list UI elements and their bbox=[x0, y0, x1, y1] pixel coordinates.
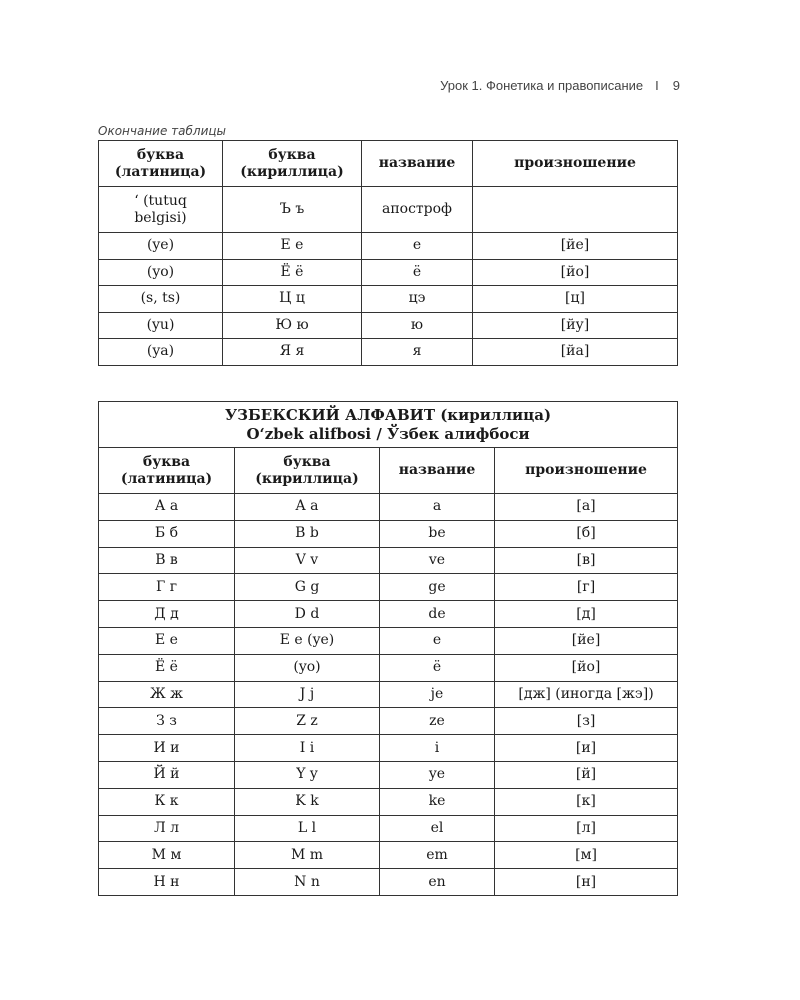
table-row bbox=[99, 312, 678, 339]
cell-latin: (yu) bbox=[99, 312, 223, 339]
column-header-text: буква (латиница) bbox=[114, 146, 207, 180]
table-row bbox=[99, 654, 678, 681]
cell-pronunciation: [ц] bbox=[473, 286, 678, 313]
table-row bbox=[99, 339, 678, 366]
cell-name: de bbox=[380, 601, 495, 628]
cell-pronunciation: [л] bbox=[495, 815, 678, 842]
cell-name: en bbox=[380, 869, 495, 896]
cell-name: цэ bbox=[362, 286, 473, 313]
cell-name: i bbox=[380, 735, 495, 762]
cell-pronunciation: [а] bbox=[495, 494, 678, 521]
cell-cyrillic: G g bbox=[235, 574, 380, 601]
cell-cyrillic: Y y bbox=[235, 761, 380, 788]
cell-latin: К к bbox=[99, 788, 235, 815]
cell-cyrillic: Я я bbox=[223, 339, 362, 366]
cell-pronunciation: [йо] bbox=[495, 654, 678, 681]
table-row bbox=[99, 259, 678, 286]
cell-name: ve bbox=[380, 547, 495, 574]
cell-text: апостроф bbox=[381, 201, 453, 217]
cell-pronunciation: [йу] bbox=[473, 312, 678, 339]
cell-cyrillic: Ю ю bbox=[223, 312, 362, 339]
cell-pronunciation: [в] bbox=[495, 547, 678, 574]
table-row bbox=[99, 520, 678, 547]
cell-cyrillic: L l bbox=[235, 815, 380, 842]
cell-name: ё bbox=[380, 654, 495, 681]
cell-name: ye bbox=[380, 761, 495, 788]
column-header-text: произношение bbox=[514, 155, 636, 171]
column-header-latin bbox=[99, 141, 223, 187]
table-header-row bbox=[99, 448, 678, 494]
cell-latin: (s, ts) bbox=[99, 286, 223, 313]
cell-cyrillic: Е е bbox=[223, 233, 362, 260]
header-separator: I bbox=[655, 77, 659, 93]
table-row bbox=[99, 788, 678, 815]
cell-latin: Й й bbox=[99, 761, 235, 788]
cell-text: ‘ (tutuq belgisi) bbox=[134, 192, 187, 226]
cell-pronunciation: [г] bbox=[495, 574, 678, 601]
cell-latin: З з bbox=[99, 708, 235, 735]
cell-pronunciation: [д] bbox=[495, 601, 678, 628]
alphabet-ending-table bbox=[98, 140, 678, 366]
table-row bbox=[99, 681, 678, 708]
column-header-pronunciation bbox=[495, 448, 678, 494]
cell-latin: (ya) bbox=[99, 339, 223, 366]
cell-latin: М м bbox=[99, 842, 235, 869]
running-header bbox=[388, 76, 680, 94]
column-header-text: буква (латиница) bbox=[120, 453, 213, 487]
table-row bbox=[99, 627, 678, 654]
cell-name: e bbox=[380, 627, 495, 654]
cell-name bbox=[362, 187, 473, 233]
cell-cyrillic: Z z bbox=[235, 708, 380, 735]
table-row bbox=[99, 547, 678, 574]
cell-name: el bbox=[380, 815, 495, 842]
cell-cyrillic: K k bbox=[235, 788, 380, 815]
table-row bbox=[99, 761, 678, 788]
column-header-cyrillic bbox=[223, 141, 362, 187]
cell-pronunciation: [н] bbox=[495, 869, 678, 896]
cell-pronunciation: [б] bbox=[495, 520, 678, 547]
cell-cyrillic bbox=[223, 187, 362, 233]
cell-pronunciation: [йе] bbox=[495, 627, 678, 654]
cell-name: em bbox=[380, 842, 495, 869]
cell-cyrillic: N n bbox=[235, 869, 380, 896]
running-title: Урок 1. Фонетика и правописание bbox=[440, 77, 644, 93]
cell-cyrillic: A a bbox=[235, 494, 380, 521]
cell-name: ze bbox=[380, 708, 495, 735]
cell-cyrillic: Ё ё bbox=[223, 259, 362, 286]
cell-latin: Б б bbox=[99, 520, 235, 547]
cell-name: ю bbox=[362, 312, 473, 339]
cell-cyrillic: B b bbox=[235, 520, 380, 547]
cell-latin: Л л bbox=[99, 815, 235, 842]
cell-cyrillic: J j bbox=[235, 681, 380, 708]
cell-latin bbox=[99, 187, 223, 233]
cell-pronunciation: [м] bbox=[495, 842, 678, 869]
cell-name: be bbox=[380, 520, 495, 547]
cell-latin: Е е bbox=[99, 627, 235, 654]
cell-latin: (ye) bbox=[99, 233, 223, 260]
cell-text: Ъ ъ bbox=[279, 201, 305, 217]
column-header-cyrillic bbox=[235, 448, 380, 494]
cell-latin: (yo) bbox=[99, 259, 223, 286]
uzbek-cyrillic-alphabet-table bbox=[98, 401, 678, 896]
cell-latin: И и bbox=[99, 735, 235, 762]
cell-name: ke bbox=[380, 788, 495, 815]
column-header-text: произношение bbox=[525, 462, 647, 478]
cell-name: е bbox=[362, 233, 473, 260]
cell-cyrillic: (yo) bbox=[235, 654, 380, 681]
cell-cyrillic: D d bbox=[235, 601, 380, 628]
column-header-name bbox=[362, 141, 473, 187]
cell-pronunciation bbox=[473, 187, 678, 233]
cell-cyrillic: V v bbox=[235, 547, 380, 574]
cell-name: я bbox=[362, 339, 473, 366]
column-header-name bbox=[380, 448, 495, 494]
column-header-pronunciation bbox=[473, 141, 678, 187]
table-caption: Окончание таблицы bbox=[98, 124, 227, 138]
cell-pronunciation: [и] bbox=[495, 735, 678, 762]
cell-latin: В в bbox=[99, 547, 235, 574]
cell-pronunciation: [йо] bbox=[473, 259, 678, 286]
cell-pronunciation: [йе] bbox=[473, 233, 678, 260]
cell-name: je bbox=[380, 681, 495, 708]
table-row bbox=[99, 735, 678, 762]
cell-latin: Ё ё bbox=[99, 654, 235, 681]
table-row bbox=[99, 842, 678, 869]
cell-pronunciation: [й] bbox=[495, 761, 678, 788]
cell-latin: Н н bbox=[99, 869, 235, 896]
table-row bbox=[99, 286, 678, 313]
table-row bbox=[99, 708, 678, 735]
cell-latin: Г г bbox=[99, 574, 235, 601]
cell-name: ge bbox=[380, 574, 495, 601]
cell-cyrillic: Ц ц bbox=[223, 286, 362, 313]
table-row bbox=[99, 869, 678, 896]
column-header-latin bbox=[99, 448, 235, 494]
column-header-text: буква (кириллица) bbox=[240, 146, 344, 180]
alphabet-rows bbox=[99, 494, 678, 896]
table-row bbox=[99, 494, 678, 521]
page-number: 9 bbox=[672, 77, 680, 93]
cell-cyrillic: E e (ye) bbox=[235, 627, 380, 654]
column-header-text: название bbox=[398, 462, 476, 478]
cell-pronunciation: [к] bbox=[495, 788, 678, 815]
table-title-line-1: УЗБЕКСКИЙ АЛФАВИТ (кириллица) bbox=[225, 405, 552, 424]
table-header-row bbox=[99, 141, 678, 187]
cell-name: ё bbox=[362, 259, 473, 286]
cell-cyrillic: I i bbox=[235, 735, 380, 762]
cell-cyrillic: M m bbox=[235, 842, 380, 869]
column-header-text: буква (кириллица) bbox=[255, 453, 359, 487]
cell-pronunciation: [дж] (иногда [жэ]) bbox=[495, 681, 678, 708]
table-title-row bbox=[99, 402, 678, 448]
cell-latin: А а bbox=[99, 494, 235, 521]
column-header-text: название bbox=[378, 155, 456, 171]
cell-latin: Д д bbox=[99, 601, 235, 628]
table-title bbox=[99, 402, 678, 448]
table-row bbox=[99, 574, 678, 601]
table-row bbox=[99, 815, 678, 842]
table-row bbox=[99, 601, 678, 628]
cell-pronunciation: [йа] bbox=[473, 339, 678, 366]
cell-latin: Ж ж bbox=[99, 681, 235, 708]
table-row bbox=[99, 233, 678, 260]
cell-pronunciation: [з] bbox=[495, 708, 678, 735]
table-title-line-2: O‘zbek alifbosi / Ўзбек алифбоси bbox=[246, 424, 530, 443]
cell-name: a bbox=[380, 494, 495, 521]
table-row bbox=[99, 187, 678, 233]
